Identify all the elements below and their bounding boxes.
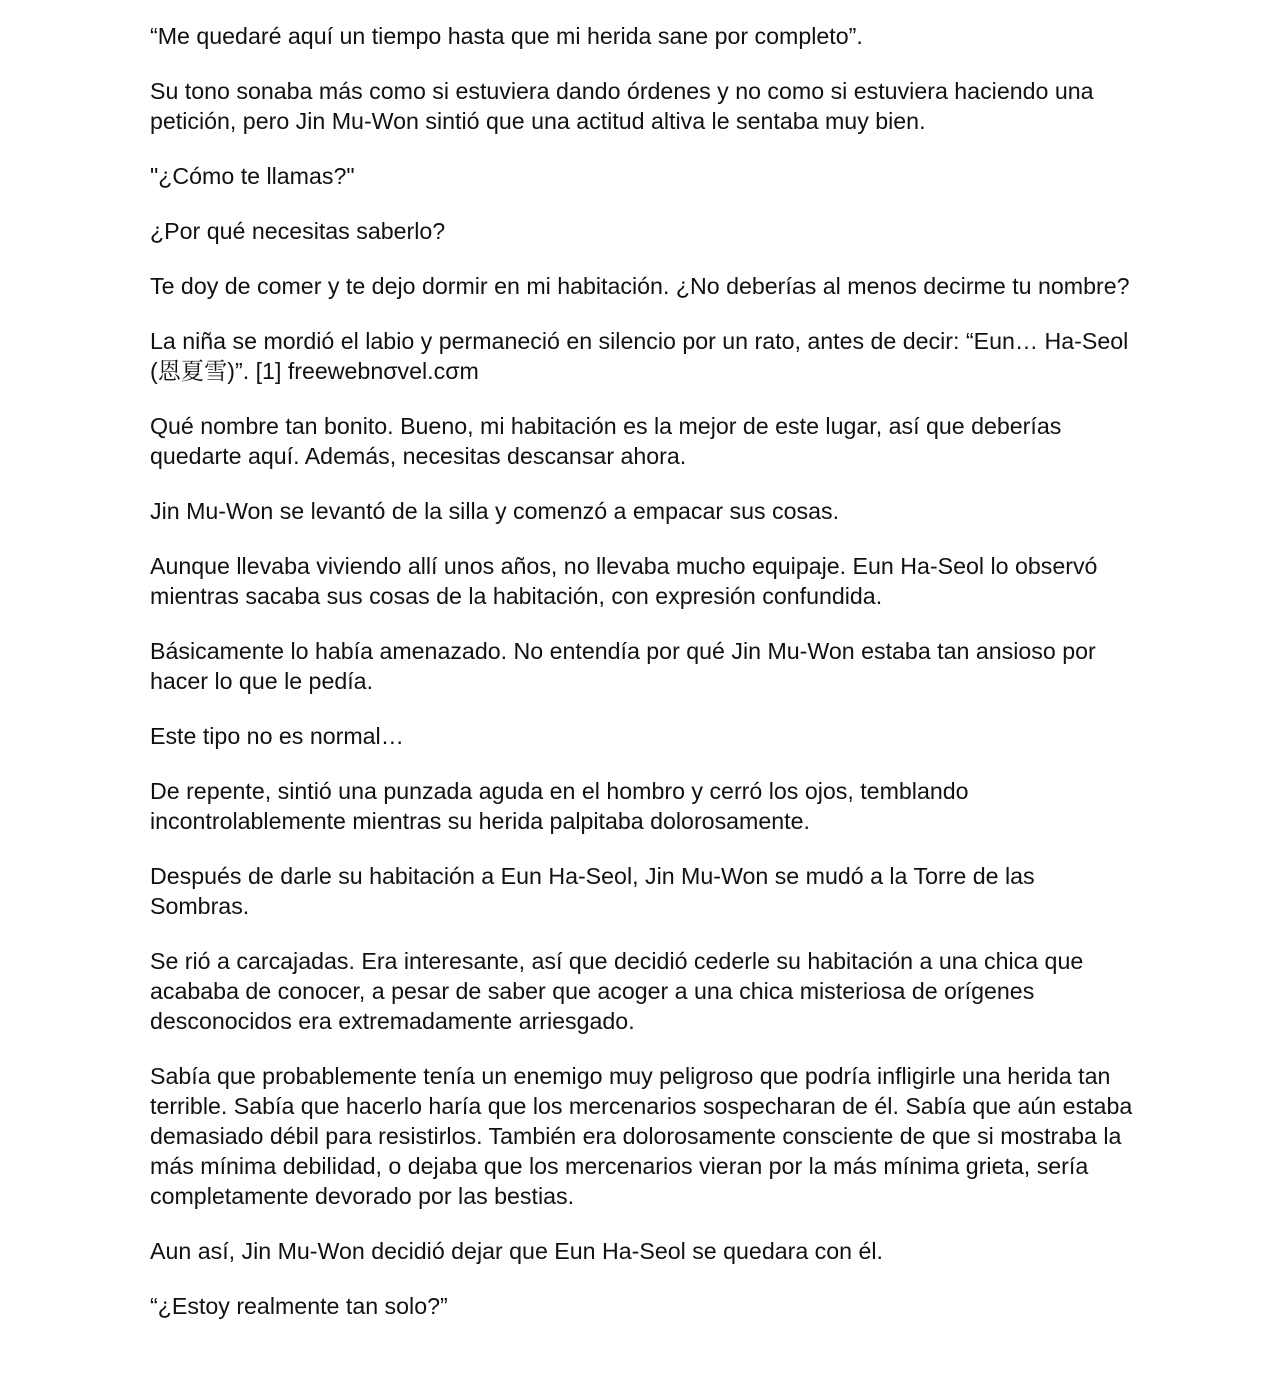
paragraph: Después de darle su habitación a Eun Ha-Seol, Jin Mu-Won se mudó a la Torre de las Sombras. xyxy=(150,863,1035,919)
paragraph: Te doy de comer y te dejo dormir en mi habitación. ¿No deberías al menos decirme tu nombre? xyxy=(150,273,1130,299)
document-body xyxy=(150,21,1140,1346)
paragraph: Este tipo no es normal… xyxy=(150,723,404,749)
paragraph: La niña se mordió el labio y permaneció en silencio por un rato, antes de decir: “Eun… Ha-Seol (恩夏雪)”. [1] freewebnσvel.cσm xyxy=(150,328,1129,384)
paragraph: De repente, sintió una punzada aguda en el hombro y cerró los ojos, temblando incontrolablemente mientras su herida palpitaba dolorosamente. xyxy=(150,778,969,834)
paragraph: "¿Cómo te llamas?" xyxy=(150,163,355,189)
paragraph: ¿Por qué necesitas saberlo? xyxy=(150,218,446,244)
paragraph: Qué nombre tan bonito. Bueno, mi habitación es la mejor de este lugar, así que deberías quedarte aquí. Además, necesitas descansar ahora. xyxy=(150,413,1062,469)
paragraph: Aun así, Jin Mu-Won decidió dejar que Eun Ha-Seol se quedara con él. xyxy=(150,1238,883,1264)
paragraph: Se rió a carcajadas. Era interesante, así que decidió cederle su habitación a una chica que acababa de conocer, a pesar de saber que acoger a una chica misteriosa de orígenes desconocidos era extremadamente arriesgado. xyxy=(150,948,1084,1034)
paragraph: Su tono sonaba más como si estuviera dando órdenes y no como si estuviera haciendo una petición, pero Jin Mu-Won sintió que una actitud altiva le sentaba muy bien. xyxy=(150,78,1094,134)
paragraph: Sabía que probablemente tenía un enemigo muy peligroso que podría infligirle una herida tan terrible. Sabía que hacerlo haría que los mercenarios sospecharan de él. Sabía que aún estaba demasiado débil para resistirlos. También era dolorosamente consciente de que si mostraba la más mínima debilidad, o dejaba que los mercenarios vieran por la más mínima grieta, sería completamente devorado por las bestias. xyxy=(150,1063,1133,1209)
paragraph: “¿Estoy realmente tan solo?” xyxy=(150,1293,448,1319)
paragraph: Básicamente lo había amenazado. No entendía por qué Jin Mu-Won estaba tan ansioso por hacer lo que le pedía. xyxy=(150,638,1096,694)
paragraph: Jin Mu-Won se levantó de la silla y comenzó a empacar sus cosas. xyxy=(150,498,840,524)
paragraph: Aunque llevaba viviendo allí unos años, no llevaba mucho equipaje. Eun Ha-Seol lo observó mientras sacaba sus cosas de la habitación, con expresión confundida. xyxy=(150,553,1098,609)
paragraph: “Me quedaré aquí un tiempo hasta que mi herida sane por completo”. xyxy=(150,23,863,49)
